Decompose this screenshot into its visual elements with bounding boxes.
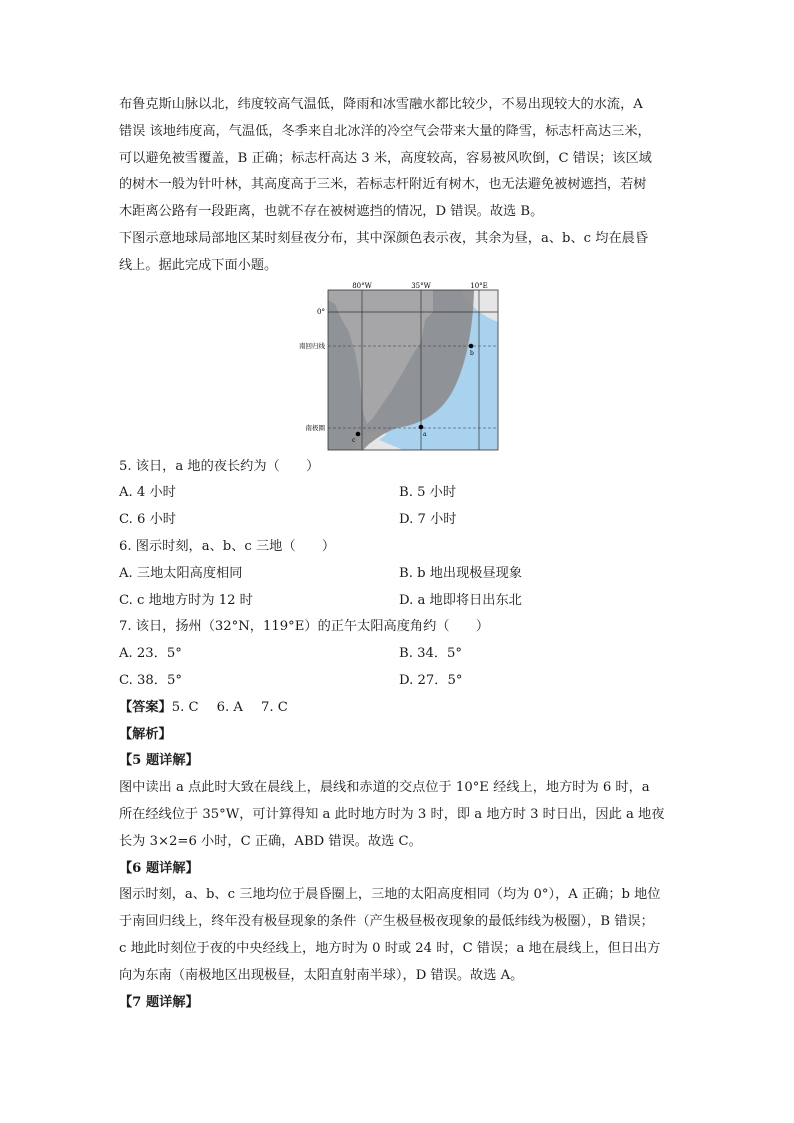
option-b: B. 34．5° [399,646,463,662]
day-night-figure [119,282,679,454]
question-5-options-row [119,480,679,507]
text-line: 长为 3×2=6 小时，C 正确，ABD 错误。故选 C。 [119,833,422,849]
option-d: D. 27．5° [399,672,463,688]
day-night-map [293,282,503,452]
lon-label-10e: 10°E [470,281,488,290]
point-c-marker [356,431,361,436]
detail-5-heading: 【5 题详解】 [119,753,199,769]
answer-line [119,695,679,722]
point-b-marker [469,343,474,348]
text-line: 图中读出 a 点此时大致在晨线上，晨线和赤道的交点位于 10°E 经线上，地方时为 6 时，a [119,780,650,796]
lon-label-35w: 35°W [411,281,431,290]
point-a-label: a [423,430,427,438]
question-5-stem: 5. 该日，a 地的夜长约为（ ） [119,458,320,474]
option-a: A. 23．5° [119,646,182,662]
question-7-stem: 7. 该日，扬州（32°N，119°E）的正午太阳高度角约（ ） [119,619,490,635]
question-6-stem: 6. 图示时刻，a、b、c 三地（ ） [119,538,336,554]
lon-label-80w: 80°W [352,281,372,290]
text-line: 可以避免被雪覆盖，B 正确；标志杆高达 3 米，高度较高，容易被风吹倒，C 错误；该区域 [119,150,652,166]
option-b: B. 5 小时 [399,485,457,501]
text-line: 布鲁克斯山脉以北，纬度较高气温低，降雨和冰雪融水都比较少，不易出现较大的水流，A [119,97,643,112]
option-d: D. 7 小时 [399,512,457,528]
answer-item: 6. A [216,699,243,715]
answer-label: 【答案】 [119,699,172,715]
option-a: A. 4 小时 [119,485,176,501]
question-stem-line: 线上。据此完成下面小题。 [119,257,278,273]
lat-label-tropic: 南回归线 [299,341,325,350]
option-b: B. b 地出现极昼现象 [399,565,523,581]
detail-7-heading: 【7 题详解】 [119,994,199,1010]
point-b-label: b [470,349,474,357]
option-d: D. a 地即将日出东北 [399,592,522,608]
text-line: 木距离公路有一段距离，也就不存在被树遮挡的情况，D 错误。故选 B。 [119,204,544,220]
text-line: 向为东南（南极地区出现极昼，太阳直射南半球），D 错误。故选 A。 [119,967,524,983]
answer-item: 7. C [260,699,288,715]
question-7-options-row [119,641,679,668]
analysis-heading: 【解析】 [119,726,172,742]
text-line: 错误 该地纬度高，气温低，冬季来自北冰洋的冷空气会带来大量的降雪，标志杆高达三米， [119,123,651,139]
point-c-label: c [352,436,356,444]
document-page [119,92,679,1016]
question-6-options-row [119,588,679,615]
point-a-marker [419,424,424,429]
option-c: C. 6 小时 [119,512,176,528]
detail-6-heading: 【6 题详解】 [119,860,199,876]
text-line: 图示时刻，a、b、c 三地均位于晨昏圈上，三地的太阳高度相同（均为 0°），A 正确；b 地位 [119,887,661,903]
text-line: 所在经线位于 35°W，可计算得知 a 此时地方时为 3 时，即 a 地方时 3 时日出，因此 a 地夜 [119,806,665,822]
option-c: C. 38．5° [119,672,182,688]
lat-label-antarctic-circle: 南极圈 [305,423,325,432]
option-c: C. c 地地方时为 12 时 [119,592,253,608]
lat-label-equator: 0° [317,307,325,316]
text-line: 的树木一般为针叶林，其高度高于三米，若标志杆附近有树木，也无法避免被树遮挡，若树 [119,177,647,193]
question-5-options-row [119,507,679,534]
text-line: 于南回归线上，终年没有极昼现象的条件（产生极昼极夜现象的最低纬线为极圈），B 错误； [119,914,654,930]
option-a: A. 三地太阳高度相同 [119,565,243,581]
question-stem-line: 下图示意地球局部地区某时刻昼夜分布，其中深颜色表示夜，其余为昼，a、b、c 均在晨昏 [119,230,649,246]
question-7-options-row [119,668,679,695]
text-line: c 地此时刻位于夜的中央经线上，地方时为 0 时或 24 时，C 错误；a 地在晨线上，但日出方 [119,940,661,956]
answer-item: 5. C [171,699,199,715]
question-6-options-row [119,561,679,588]
